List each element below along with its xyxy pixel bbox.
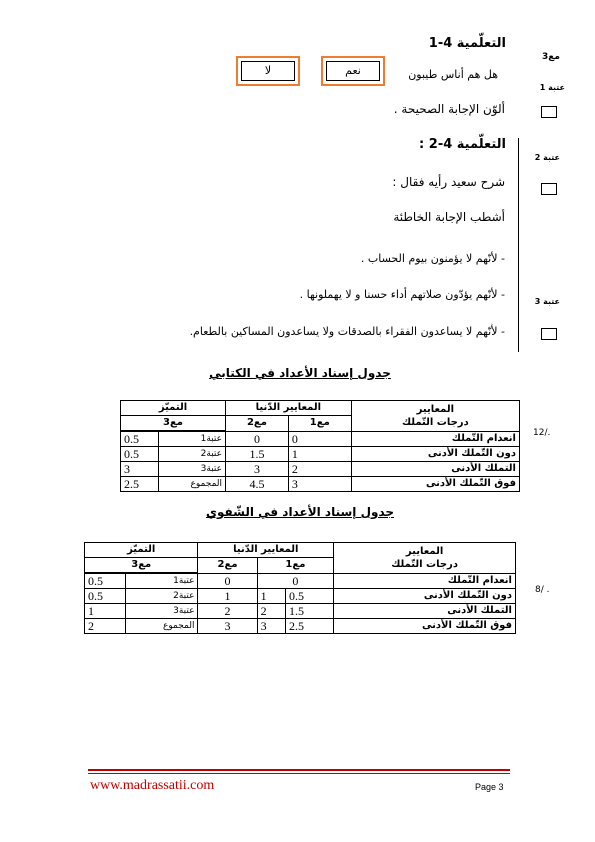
oral-grading-table xyxy=(84,542,516,634)
cell: 4.5 xyxy=(226,477,289,492)
cell-tag: عتبة1 xyxy=(126,573,198,589)
row-label: انعدام التّملك xyxy=(351,431,519,447)
levels-header-text: درجات التّملك xyxy=(401,416,469,428)
cell: 1 xyxy=(198,589,257,604)
c2-header: مع2 xyxy=(226,416,289,432)
threshold-3-label: عتبة 3 xyxy=(534,297,560,306)
min-criteria-header: المعايير الدّنيا xyxy=(198,543,334,558)
threshold-1-checkbox[interactable] xyxy=(541,106,557,118)
section2-intro: شرح سعيد رأيه فقال : xyxy=(392,175,505,189)
written-score: 12/. xyxy=(533,428,551,438)
row-label: التملك الأدنى xyxy=(351,462,519,477)
criteria-header xyxy=(334,543,516,574)
cell: 0.5 xyxy=(121,431,159,447)
table-row xyxy=(121,431,520,447)
section1-title: التعلّمية 4-1 xyxy=(428,36,506,51)
cell: 2 xyxy=(85,619,126,634)
cell: 0.5 xyxy=(85,589,126,604)
cell: 0.5 xyxy=(121,447,159,462)
cell-tag: عتبة1 xyxy=(159,431,226,447)
answer-no-label: لا xyxy=(241,61,295,81)
cell: 0 xyxy=(226,431,289,447)
c1-header: مع1 xyxy=(257,558,334,574)
section1-question: هل هم أناس طيبون xyxy=(408,68,498,81)
section2-title: التعلّمية 4-2 : xyxy=(419,137,506,152)
row-label: دون التّملك الأدنى xyxy=(351,447,519,462)
table-row xyxy=(121,462,520,477)
table-row xyxy=(121,401,520,416)
table-row xyxy=(85,604,516,619)
cell: 3 xyxy=(257,619,285,634)
threshold-2-checkbox[interactable] xyxy=(541,183,557,195)
table-row xyxy=(121,447,520,462)
row-label: انعدام التّملك xyxy=(334,573,516,589)
section2-instruction: أشطب الإجابة الخاطئة xyxy=(393,210,505,224)
oral-score: 8/ . xyxy=(535,585,550,595)
cell: 2 xyxy=(198,604,257,619)
levels-header-text: درجات التّملك xyxy=(391,558,458,570)
cell: 2.5 xyxy=(121,477,159,492)
excellence-header: التميّز xyxy=(121,401,226,416)
cell: 2 xyxy=(257,604,285,619)
c3-header: مع3 xyxy=(85,558,198,574)
option-2[interactable]: - لأنّهم يؤدّون صلاتهم أداء حسنا و لا يهملونها . xyxy=(299,288,505,301)
written-grading-table xyxy=(120,400,520,492)
cell: 1.5 xyxy=(286,604,334,619)
table-row xyxy=(85,573,516,589)
footer-page-number: Page 3 xyxy=(475,782,504,792)
c3-header: مع3 xyxy=(121,416,226,432)
cell-tag: عتبة3 xyxy=(159,462,226,477)
option-1[interactable]: - لأنّهم لا يؤمنون بيوم الحساب . xyxy=(360,252,505,265)
footer-site-link[interactable]: www.madrassatii.com xyxy=(90,778,215,793)
cell: 2.5 xyxy=(286,619,334,634)
criteria-header-text: المعايير xyxy=(405,545,444,557)
cell-tag: عتبة2 xyxy=(126,589,198,604)
cell: 1 xyxy=(85,604,126,619)
footer-rule xyxy=(88,769,510,771)
option-3[interactable]: - لأنّهم لا يساعدون الفقراء بالصدقات ولا يساعدون المساكين بالطعام. xyxy=(189,325,505,338)
footer-rule-thin xyxy=(88,773,510,774)
threshold-2-label: عتبة 2 xyxy=(534,153,560,162)
cell: 2 xyxy=(288,462,351,477)
cell: 1 xyxy=(257,589,285,604)
oral-table-title: جدول إسناد الأعداد في الشّفوي xyxy=(205,505,395,519)
table-row xyxy=(85,543,516,558)
cell: 3 xyxy=(288,477,351,492)
table-row xyxy=(85,589,516,604)
excellence-header: التميّز xyxy=(85,543,198,558)
criteria-header xyxy=(351,401,519,432)
criteria-header-text: المعايير xyxy=(416,403,454,415)
table-row xyxy=(85,619,516,634)
cell-tag: عتبة2 xyxy=(159,447,226,462)
cell: 0.5 xyxy=(85,573,126,589)
section1-instruction: ألوّن الإجابة الصحيحة . xyxy=(393,102,505,116)
answer-yes-label: نعم xyxy=(326,61,380,81)
c1-header: مع1 xyxy=(288,416,351,432)
cell: 3 xyxy=(226,462,289,477)
cell: 0 xyxy=(257,573,334,589)
written-table-title: جدول إسناد الأعداد في الكتابي xyxy=(209,366,391,380)
cell: 0.5 xyxy=(286,589,334,604)
margin-divider xyxy=(518,138,519,352)
cell: 3 xyxy=(121,462,159,477)
threshold-3-checkbox[interactable] xyxy=(541,328,557,340)
row-label: فوق التّملك الأدنى xyxy=(351,477,519,492)
row-label: فوق التّملك الأدنى xyxy=(334,619,516,634)
answer-no-option[interactable] xyxy=(236,56,300,86)
cell-tag: عتبة3 xyxy=(126,604,198,619)
row-label: التملك الأدنى xyxy=(334,604,516,619)
min-criteria-header: المعايير الدّنيا xyxy=(226,401,352,416)
answer-yes-option[interactable] xyxy=(321,56,385,86)
cell-tag: المجموع xyxy=(159,477,226,492)
cell: 1.5 xyxy=(226,447,289,462)
cell: 3 xyxy=(198,619,257,634)
criterion-label: مع3 xyxy=(542,52,560,62)
threshold-1-label: عتبة 1 xyxy=(539,83,565,92)
cell: 0 xyxy=(198,573,257,589)
cell: 1 xyxy=(288,447,351,462)
cell-tag: المجموع xyxy=(126,619,198,634)
row-label: دون التّملك الأدنى xyxy=(334,589,516,604)
table-row xyxy=(121,477,520,492)
cell: 0 xyxy=(288,431,351,447)
c2-header: مع2 xyxy=(198,558,257,574)
